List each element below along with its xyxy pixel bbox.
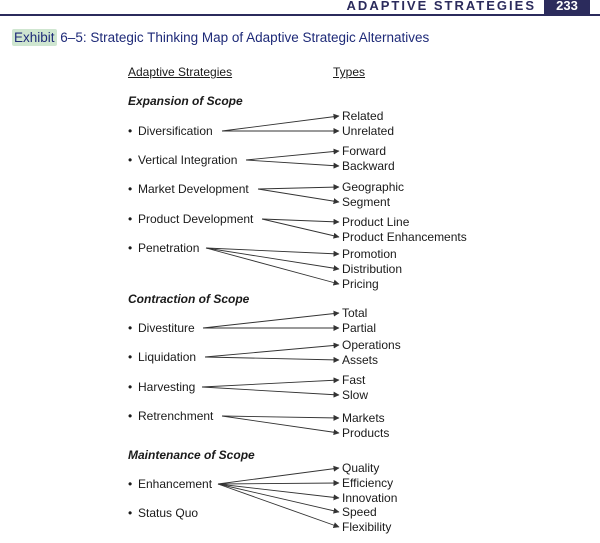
- type-speed: Speed: [342, 505, 377, 519]
- bullet: •: [128, 350, 133, 364]
- strategy-label: Retrenchment: [138, 409, 214, 423]
- type-efficiency: Efficiency: [342, 476, 394, 490]
- arrow-retrenchment-1: [222, 416, 339, 418]
- section-heading-maintenance: Maintenance of Scope: [128, 448, 255, 462]
- strategy-diversification: [128, 124, 213, 138]
- running-head: ADAPTIVE STRATEGIES: [346, 0, 536, 13]
- type-partial: Partial: [342, 321, 377, 335]
- type-promotion: Promotion: [342, 247, 397, 261]
- type-backward: Backward: [342, 159, 395, 173]
- strategy-harvesting: [128, 380, 195, 394]
- exhibit-caption: 6–5: Strategic Thinking Map of Adaptive Strategic Alternatives: [60, 30, 430, 45]
- arrow-enhancement-3: [218, 484, 339, 498]
- bullet: •: [128, 212, 133, 226]
- strategy-label: Market Development: [138, 182, 249, 196]
- bullet: •: [128, 182, 133, 196]
- strategy-label: Diversification: [138, 124, 213, 138]
- arrow-diversification-1: [222, 116, 339, 131]
- bullet: •: [128, 477, 133, 491]
- arrow-penetration-3: [206, 248, 339, 284]
- bullet: •: [128, 241, 133, 255]
- column-heading-strategies: Adaptive Strategies: [128, 65, 233, 79]
- type-quality: Quality: [342, 461, 380, 475]
- arrow-enhancement-4: [218, 484, 339, 512]
- arrow-product-development-2: [262, 219, 339, 237]
- type-markets: Markets: [342, 411, 385, 425]
- strategy-label: Enhancement: [138, 477, 213, 491]
- section-heading-expansion: Expansion of Scope: [128, 94, 243, 108]
- type-distribution: Distribution: [342, 262, 403, 276]
- type-segment: Segment: [342, 195, 391, 209]
- arrow-product-development-1: [262, 219, 339, 222]
- arrow-enhancement-5: [218, 484, 339, 527]
- type-related: Related: [342, 109, 384, 123]
- arrow-enhancement-1: [218, 468, 339, 484]
- type-total: Total: [342, 306, 368, 320]
- strategy-liquidation: [128, 350, 196, 364]
- type-geographic: Geographic: [342, 180, 405, 194]
- type-fast: Fast: [342, 373, 366, 387]
- strategy-enhancement: [128, 477, 212, 491]
- type-assets: Assets: [342, 353, 379, 367]
- type-slow: Slow: [342, 388, 369, 402]
- arrow-liquidation-1: [205, 345, 339, 357]
- strategy-label: Divestiture: [138, 321, 195, 335]
- exhibit-title: [12, 30, 429, 45]
- type-unrelated: Unrelated: [342, 124, 395, 138]
- exhibit-label: Exhibit: [14, 30, 55, 45]
- arrow-harvesting-2: [202, 387, 339, 395]
- type-products: Products: [342, 426, 390, 440]
- type-product-enhancements: Product Enhancements: [342, 230, 467, 244]
- arrow-vertical-integration-2: [246, 160, 339, 166]
- column-heading-types: Types: [333, 65, 366, 79]
- arrow-market-development-1: [258, 187, 339, 189]
- type-innovation: Innovation: [342, 491, 398, 505]
- bullet: •: [128, 506, 133, 520]
- bullet: •: [128, 380, 133, 394]
- strategy-label: Liquidation: [138, 350, 197, 364]
- header-rule: [0, 14, 600, 16]
- type-operations: Operations: [342, 338, 401, 352]
- section-heading-contraction: Contraction of Scope: [128, 292, 250, 306]
- strategy-label: Status Quo: [138, 506, 199, 520]
- strategy-status-quo: [128, 506, 198, 520]
- strategy-market-development: [128, 182, 249, 196]
- type-pricing: Pricing: [342, 277, 379, 291]
- type-forward: Forward: [342, 144, 387, 158]
- arrow-vertical-integration-1: [246, 151, 339, 160]
- bullet: •: [128, 321, 133, 335]
- type-product-line: Product Line: [342, 215, 410, 229]
- strategy-retrenchment: [128, 409, 213, 423]
- strategy-label: Vertical Integration: [138, 153, 238, 167]
- arrow-penetration-1: [206, 248, 339, 254]
- strategy-product-development: [128, 212, 253, 226]
- strategy-vertical-integration: [128, 153, 237, 167]
- arrow-harvesting-1: [202, 380, 339, 387]
- page-header: [0, 0, 600, 15]
- bullet: •: [128, 153, 133, 167]
- arrow-penetration-2: [206, 248, 339, 269]
- strategy-label: Harvesting: [138, 380, 196, 394]
- arrow-divestiture-1: [203, 313, 339, 328]
- arrow-enhancement-2: [218, 483, 339, 484]
- strategy-divestiture: [128, 321, 195, 335]
- arrow-liquidation-2: [205, 357, 339, 360]
- arrow-retrenchment-2: [222, 416, 339, 433]
- page-number: 233: [544, 0, 590, 15]
- strategy-label: Penetration: [138, 241, 200, 255]
- strategy-penetration: [128, 241, 199, 255]
- bullet: •: [128, 124, 133, 138]
- arrow-market-development-2: [258, 189, 339, 202]
- strategy-label: Product Development: [138, 212, 254, 226]
- bullet: •: [128, 409, 133, 423]
- type-flexibility: Flexibility: [342, 520, 392, 534]
